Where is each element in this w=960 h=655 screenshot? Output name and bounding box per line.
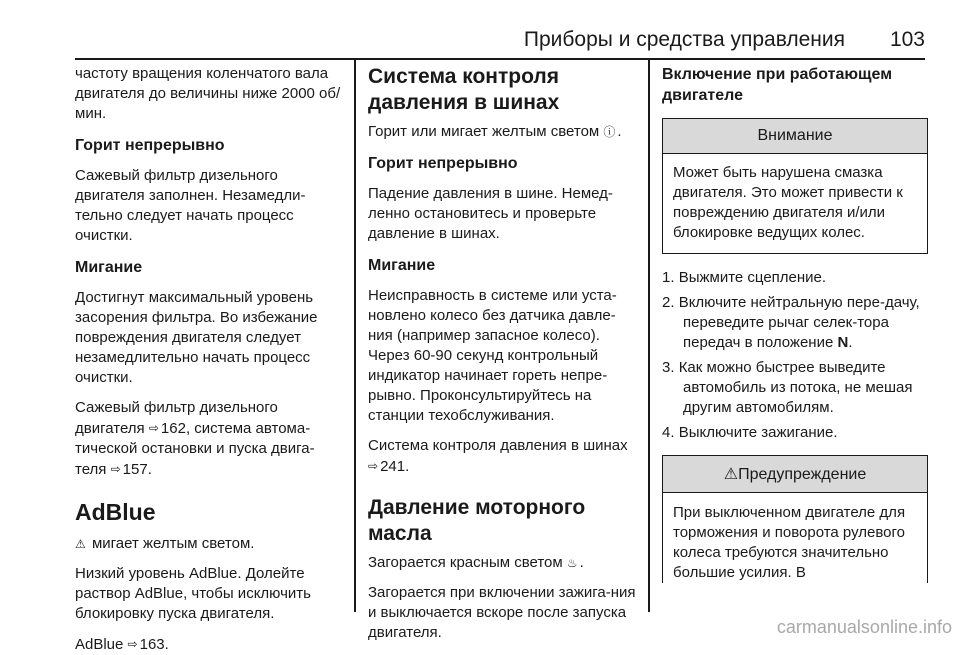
paragraph-with-icon: Загорается красным светом ♨ .: [368, 554, 584, 571]
page-reference[interactable]: 163: [139, 636, 165, 653]
heading-blink: Мигание: [368, 257, 436, 274]
page-header: [75, 24, 925, 58]
paragraph: Неисправность в системе или уста-новлено колесо без датчика давле-ния (например запасное колесо). Через 60-90 секунд контрольный индикатор начинает гореть непре-рывно. Проконсультируйтесь на станции техобслуживания.: [368, 287, 617, 424]
warning-triangle-icon: ⚠: [723, 466, 739, 483]
reference-arrow-icon: ⇨: [148, 421, 159, 435]
paragraph: Загорается при включении зажига-ния и выключается вскоре после запуска двигателя.: [368, 584, 636, 641]
paragraph: частоту вращения коленчатого вала двигателя до величины ниже 2000 об/мин.: [75, 65, 341, 122]
warning-body: При выключенном двигателе для торможения и поворота рулевого колеса требуются значительно большие усилия. В: [673, 504, 906, 581]
paragraph-with-refs: AdBlue ⇨ 163.: [75, 636, 169, 653]
caution-title: Внимание: [663, 119, 927, 154]
page-reference[interactable]: 157: [122, 461, 148, 478]
paragraph-with-refs: Сажевый фильтр дизельного двигателя ⇨ 162, система автома-тической остановки и пуска двига-теля ⇨ 157.: [75, 399, 315, 478]
list-item: 4. Выключите зажигание.: [662, 424, 838, 441]
paragraph-with-icon: Горит или мигает желтым светом ⓘ .: [368, 123, 622, 140]
warning-box: [662, 455, 928, 583]
page-title: Приборы и средства управления: [523, 28, 845, 51]
heading-steady: Горит непрерывно: [368, 155, 518, 172]
heading-running-engine: Включение при работающем двигателе: [662, 66, 893, 104]
column-divider-1: [354, 60, 356, 612]
warning-header: [663, 456, 927, 493]
heading-steady: Горит непрерывно: [75, 137, 225, 154]
reference-arrow-icon: ⇨: [110, 462, 121, 476]
column-1: [75, 60, 343, 655]
steps-list: [662, 268, 928, 443]
tire-pressure-icon: ⓘ: [603, 125, 616, 139]
paragraph-with-icon: ⚠ мигает желтым светом.: [75, 535, 255, 552]
column-2: [368, 60, 636, 643]
warning-title: Предупреждение: [738, 466, 867, 483]
list-item: 2. Включите нейтральную пере-дачу, переведите рычаг селек-тора передач в положение N.: [662, 294, 920, 351]
page-number: 103: [889, 28, 925, 51]
list-item: 3. Как можно быстрее выведите автомобиль из потока, не мешая другим автомобилям.: [662, 359, 913, 416]
page-reference[interactable]: 162: [160, 420, 186, 437]
adblue-warning-icon: ⚠: [75, 537, 86, 551]
reference-arrow-icon: ⇨: [127, 637, 138, 651]
heading-adblue: AdBlue: [75, 499, 156, 525]
paragraph: Падение давления в шине. Немед-ленно остановитесь и проверьте давление в шинах.: [368, 185, 613, 242]
paragraph: Достигнут максимальный уровень засорения фильтра. Во избежание повреждения двигателя следует незамедлительно начать процесс очистки.: [75, 289, 318, 386]
heading-blink: Мигание: [75, 259, 143, 276]
paragraph-with-refs: Система контроля давления в шинах ⇨ 241.: [368, 437, 628, 475]
caution-box: [662, 118, 928, 254]
column-3: [662, 60, 928, 583]
reference-arrow-icon: ⇨: [368, 459, 379, 473]
paragraph: Низкий уровень AdBlue. Долейте раствор AdBlue, чтобы исключить блокировку пуска двигателя.: [75, 565, 311, 622]
paragraph: Сажевый фильтр дизельного двигателя заполнен. Незамедли-тельно следует начать процесс очистки.: [75, 167, 306, 244]
column-divider-2: [648, 60, 650, 612]
list-item: 1. Выжмите сцепление.: [662, 269, 827, 286]
heading-oil-pressure: Давление моторного масла: [368, 496, 586, 545]
caution-body: Может быть нарушена смазка двигателя. Это может привести к повреждению двигателя и/или блокировке ведущих колес.: [673, 164, 903, 241]
gear-position-label: N: [837, 334, 849, 351]
watermark: carmanualsonline.info: [776, 617, 952, 637]
oil-can-icon: ♨: [566, 556, 578, 570]
heading-tpms: Система контроля давления в шинах: [368, 65, 560, 114]
page-reference[interactable]: 241: [380, 458, 406, 475]
